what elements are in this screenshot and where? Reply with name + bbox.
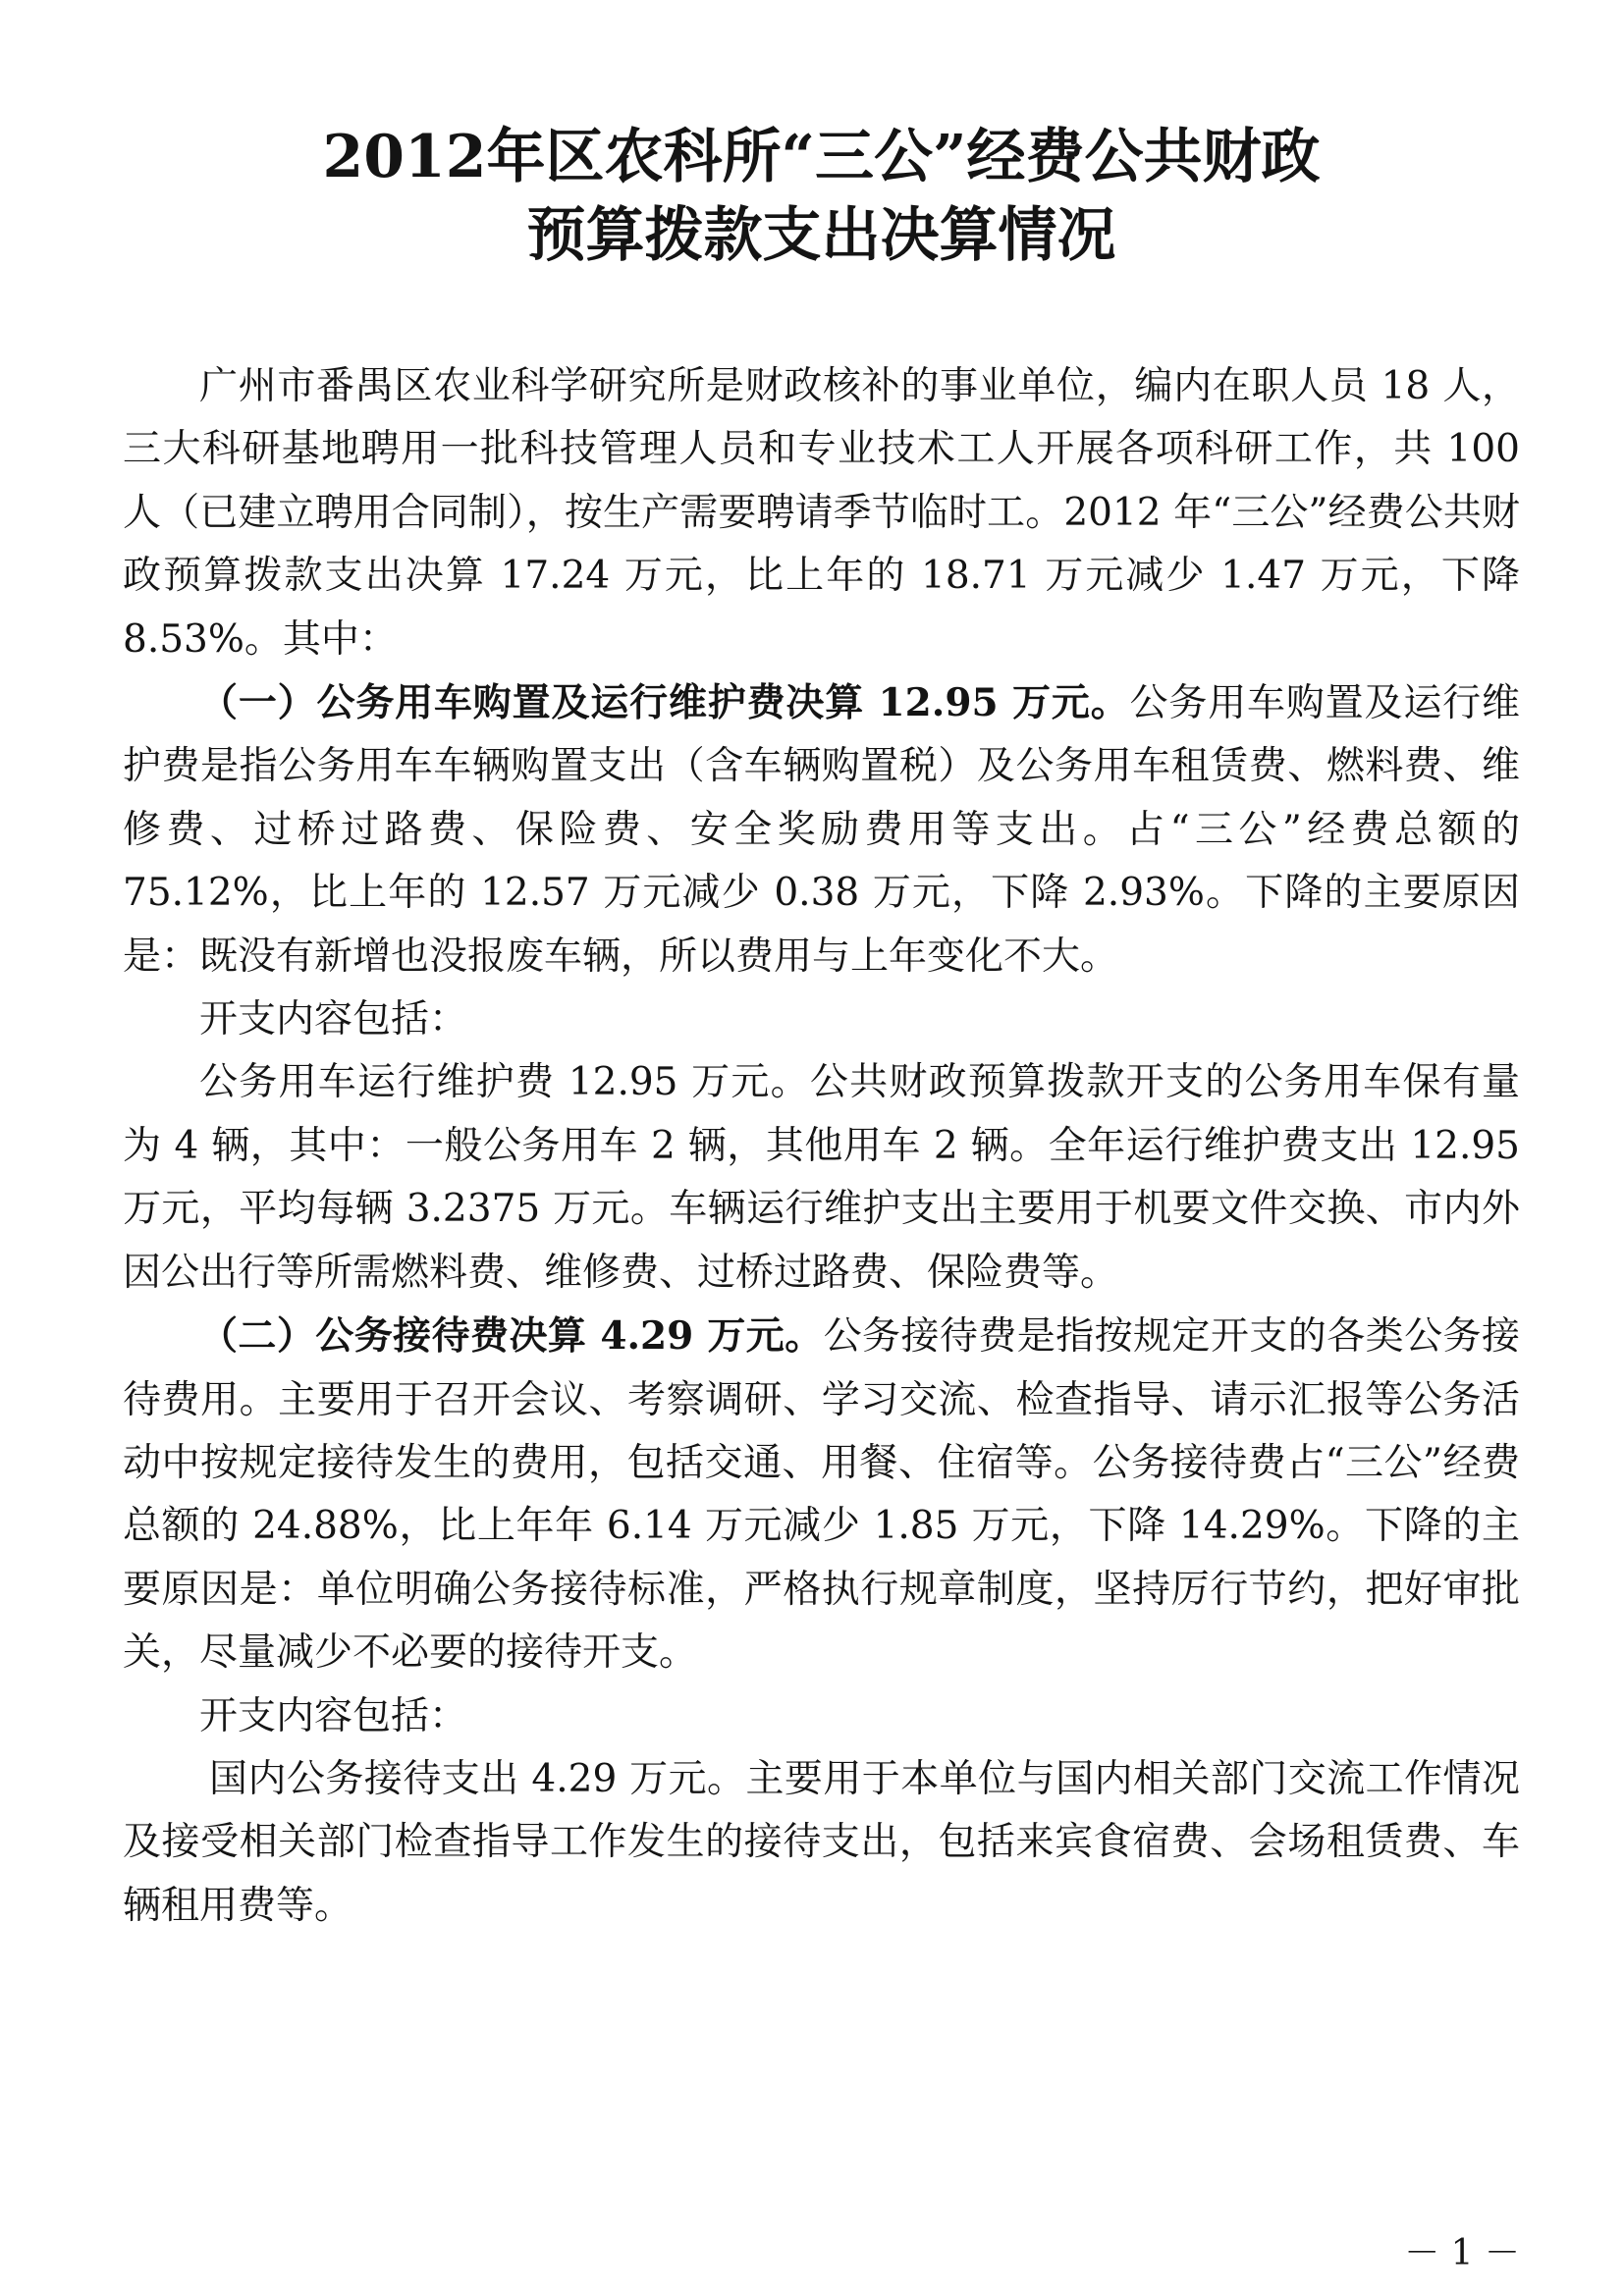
section-2-items-label (123, 1685, 1520, 1748)
page-number: － 1 － (1404, 2233, 1520, 2273)
section-1-text: 公务用车购置及运行维护费是指公务用车车辆购置支出（含车辆购置税）及公务用车租赁费、燃料费、维修费、过桥过路费、保险费、安全奖励费用等支出。占“三公”经费总额的 75.12%，比上年的 12.57 万元减少 0.38 万元，下降 2.93%。下降的主要原因是：既没有新增也没报废车辆，所以费用与上年变化不大。 (123, 681, 1520, 979)
section-2-heading: （二）公务接待费决算 4.29 万元。 (199, 1313, 824, 1360)
document-body (123, 355, 1520, 1938)
section-2-text: 公务接待费是指按规定开支的各类公务接待费用。主要用于召开会议、考察调研、学习交流、检查指导、请示汇报等公务活动中按规定接待发生的费用，包括交通、用餐、住宿等。公务接待费占“三公”经费总额的 24.88%，比上年年 6.14 万元减少 1.85 万元，下降 14.29%。下降的主要原因是：单位明确公务接待标准，严格执行规章制度，坚持厉行节约，把好审批关，尽量减少不必要的接待开支。 (123, 1314, 1520, 1676)
intro-paragraph (123, 355, 1520, 671)
section-1-item-paragraph (123, 1051, 1520, 1305)
section-1-heading: （一）公务用车购置及运行维护费决算 12.95 万元。 (199, 680, 1130, 726)
document-title (123, 118, 1520, 275)
section-1-items-label (123, 988, 1520, 1051)
section-2-items-label-text: 开支内容包括： (199, 1693, 468, 1738)
section-2-item-text: 国内公务接待支出 4.29 万元。主要用于本单位与国内相关部门交流工作情况及接受相关部门检查指导工作发生的接待支出，包括来宾食宿费、会场租赁费、车辆租用费等。 (123, 1756, 1520, 1928)
section-1-paragraph (123, 671, 1520, 988)
title-line-2: 预算拨款支出决算情况 (526, 201, 1116, 270)
title-line-1: 2012年区农科所“三公”经费公共财政 (322, 123, 1321, 191)
section-1-items-label-text: 开支内容包括： (199, 997, 468, 1042)
intro-text: 广州市番禺区农业科学研究所是财政核补的事业单位，编内在职人员 18 人，三大科研基地聘用一批科技管理人员和专业技术工人开展各项科研工作，共 100 人（已建立聘用合同制），按生产需要聘请季节临时工。2012 年“三公”经费公共财政预算拨款支出决算 17.24 万元，比上年的 18.71 万元减少 1.47 万元，下降 8.53%。其中： (123, 364, 1520, 662)
section-1-item-text: 公务用车运行维护费 12.95 万元。公共财政预算拨款开支的公务用车保有量为 4 辆，其中：一般公务用车 2 辆，其他用车 2 辆。全年运行维护费支出 12.95 万元，平均每辆 3.2375 万元。车辆运行维护支出主要用于机要文件交换、市内外因公出行等所需燃料费、维修费、过桥过路费、保险费等。 (123, 1060, 1520, 1295)
section-2-item-paragraph (123, 1748, 1520, 1938)
section-2-paragraph (123, 1305, 1520, 1684)
